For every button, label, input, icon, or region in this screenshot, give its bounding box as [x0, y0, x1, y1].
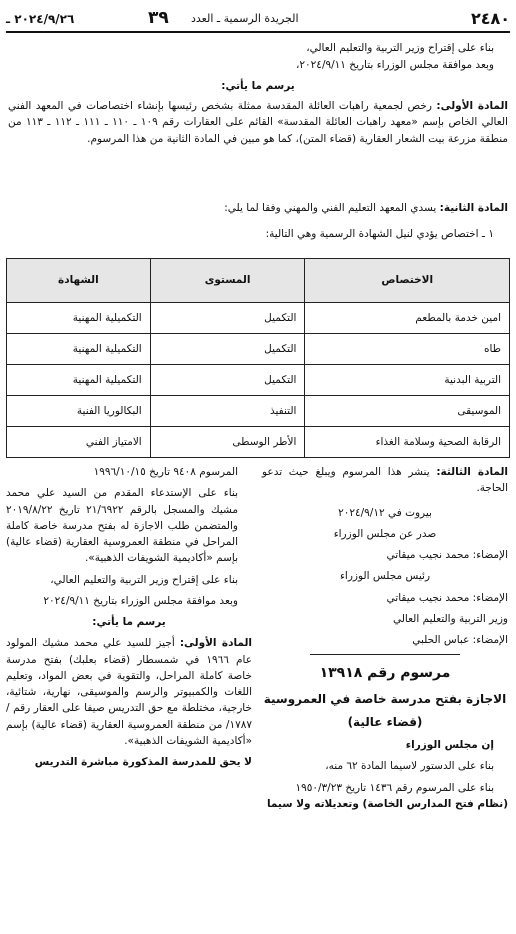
table-row	[7, 334, 510, 365]
intro-decrees: يرسم ما يأتي:	[221, 80, 295, 92]
table-cell: الأطر الوسطى	[150, 427, 305, 458]
table-row	[7, 303, 510, 334]
article-1-label: المادة الأولى:	[436, 100, 508, 112]
table-cell: التكميلية المهنية	[7, 303, 151, 334]
table-cell: التكميل	[150, 303, 305, 334]
article-1-text: رخص لجمعية راهبات العائلة المقدسة ممثلة بشخص رئيسها بإنشاء اختصاصات في المعهد الفني العالي الخاص بإسم «معهد راهبات العائلة المقدسة» القائم على العقارات رقم ١٠٩ ـ ١١٠ ـ ١١١ ـ ١١٢ ـ ١١٣ من منطقة مزرعة بيت الشعار العقارية (قضاء المتن)، كما هو مبين في المادة الثانية من هذا المرسوم.	[8, 100, 508, 145]
column-header-level: المستوى	[150, 259, 305, 303]
table-cell: البكالوريا الفنية	[7, 396, 151, 427]
pm-title: رئيس مجلس الوزراء	[339, 570, 431, 583]
closing-line: لا يحق للمدرسة المذكورة مباشرة التدريس	[34, 756, 252, 769]
table-header-row	[7, 259, 510, 303]
table-cell: التكميل	[150, 334, 305, 365]
table-cell: امين خدمة بالمطعم	[305, 303, 510, 334]
table-cell: الرقابة الصحية وسلامة الغذاء	[305, 427, 510, 458]
table-row	[7, 396, 510, 427]
proposal-text: بناء على إقتراح وزير التربية والتعليم العالي،	[50, 573, 238, 586]
table-cell: التربية البدنية	[305, 365, 510, 396]
table-cell: التكميل	[150, 365, 305, 396]
left-column	[6, 464, 252, 776]
specializations-table	[6, 258, 510, 458]
reference-decree: المرسوم ٩٤٠٨ تاريخ ١٩٩٦/١٠/١٥	[93, 466, 238, 478]
basis-decree-cont: (نظام فتح المدارس الخاصة) وتعديلاته ولا سيما	[266, 797, 508, 810]
place-date: بيروت في ٢٠٢٤/٩/١٢	[338, 506, 432, 519]
basis-decree: بناء على المرسوم رقم ١٤٣٦ تاريخ ١٩٥٠/٣/٢٣	[295, 781, 494, 794]
signature-1: الإمضاء: محمد نجيب ميقاتي	[386, 549, 508, 562]
article-3	[262, 464, 508, 497]
approval-text: وبعد موافقة مجلس الوزراء بتاريخ ٢٠٢٤/٩/١١	[43, 594, 238, 607]
page-header	[6, 8, 510, 32]
table-cell: التنفيذ	[150, 396, 305, 427]
decree-subtitle-district: (قضاء عالية)	[347, 715, 423, 730]
council-heading: إن مجلس الوزراء	[405, 739, 494, 752]
signature-2: الإمضاء: محمد نجيب ميقاتي	[386, 591, 508, 604]
left-article-1-label: المادة الأولى:	[179, 637, 252, 650]
article-3-label: المادة الثالثة:	[436, 466, 508, 478]
intro-proposal: بناء على إقتراح وزير التربية والتعليم العالي،	[306, 42, 494, 54]
basis-constitution: بناء على الدستور لاسيما المادة ٦٢ منه،	[325, 760, 494, 773]
header-divider	[6, 31, 510, 33]
left-article-1-text: أجيز للسيد علي محمد مشيك المولود عام ١٩٦٦ في شمسطار (قضاء بعلبك) بفتح مدرسة خاصة كاملة المراحل، والتقوية في بعض المواد، وتعليم اللغات والكمبيوتر والرسم والموسيقى، نهارية، شتائية، خارجية، مختلطة مع حق التدريس صيفا على العقار رقم /١٧٨٧/ من منطقة العمروسية العقارية (قضاء عالية) بإسم «أكاديمية الشويفات الذهبية».	[6, 637, 252, 747]
column-header-specialization: الاختصاص	[305, 259, 510, 303]
table-cell: الموسيقى	[305, 396, 510, 427]
table-row	[7, 427, 510, 458]
table-row	[7, 365, 510, 396]
article-2-item: ١ ـ اختصاص يؤدي لنيل الشهادة الرسمية وهي التالية:	[265, 228, 494, 240]
signature-3: الإمضاء: عباس الحلبي	[412, 634, 508, 647]
decree-title: مرسوم رقم ١٣٩١٨	[319, 665, 451, 682]
table-cell: التكميلية المهنية	[7, 365, 151, 396]
column-header-certificate: الشهادة	[7, 259, 151, 303]
left-article-1	[6, 635, 252, 749]
decree-subtitle: الاجازة بفتح مدرسة خاصة في العمروسية	[263, 692, 507, 707]
article-1	[8, 98, 508, 147]
article-2	[8, 200, 508, 216]
page-number: ٢٤٨٠	[470, 9, 510, 28]
table-cell: التكميلية المهنية	[7, 334, 151, 365]
table-cell: الامتياز الفني	[7, 427, 151, 458]
intro-approval: وبعد موافقة مجلس الوزراء بتاريخ ٢٠٢٤/٩/١١،	[296, 59, 494, 71]
article-2-text: يسدي المعهد التعليم الفني والمهني وفقا لما يلي:	[224, 202, 437, 214]
issued-by: صدر عن مجلس الوزراء	[333, 527, 437, 540]
request-text: بناء على الإستدعاء المقدم من السيد علي محمد مشيك والمسجل بالرقم ٢١/٦٩٢٢ تاريخ ٢٠١٩/٨/٢٢ والمتضمن طلب الاجازة له بفتح مدرسة خاصة كاملة المراحل في منطقة العمروسية العقارية (قضاء عالية) بإسم «أكاديمية الشويفات الذهبية».	[6, 487, 238, 565]
journal-title: الجريدة الرسمية ـ العدد	[191, 12, 299, 25]
table-cell: طاه	[305, 334, 510, 365]
section-divider	[310, 654, 460, 655]
issue-number: ٣٩	[148, 8, 169, 28]
issue-date: ٢٠٢٤/٩/٢٦ ـ	[6, 12, 75, 26]
article-2-label: المادة الثانية:	[439, 202, 508, 214]
decrees-heading: يرسم ما يأتي:	[92, 616, 166, 629]
right-column	[262, 464, 508, 817]
minister-title: وزير التربية والتعليم العالي	[392, 612, 508, 625]
article-3-text: ينشر هذا المرسوم ويبلغ حيث تدعو الحاجة.	[262, 466, 508, 495]
